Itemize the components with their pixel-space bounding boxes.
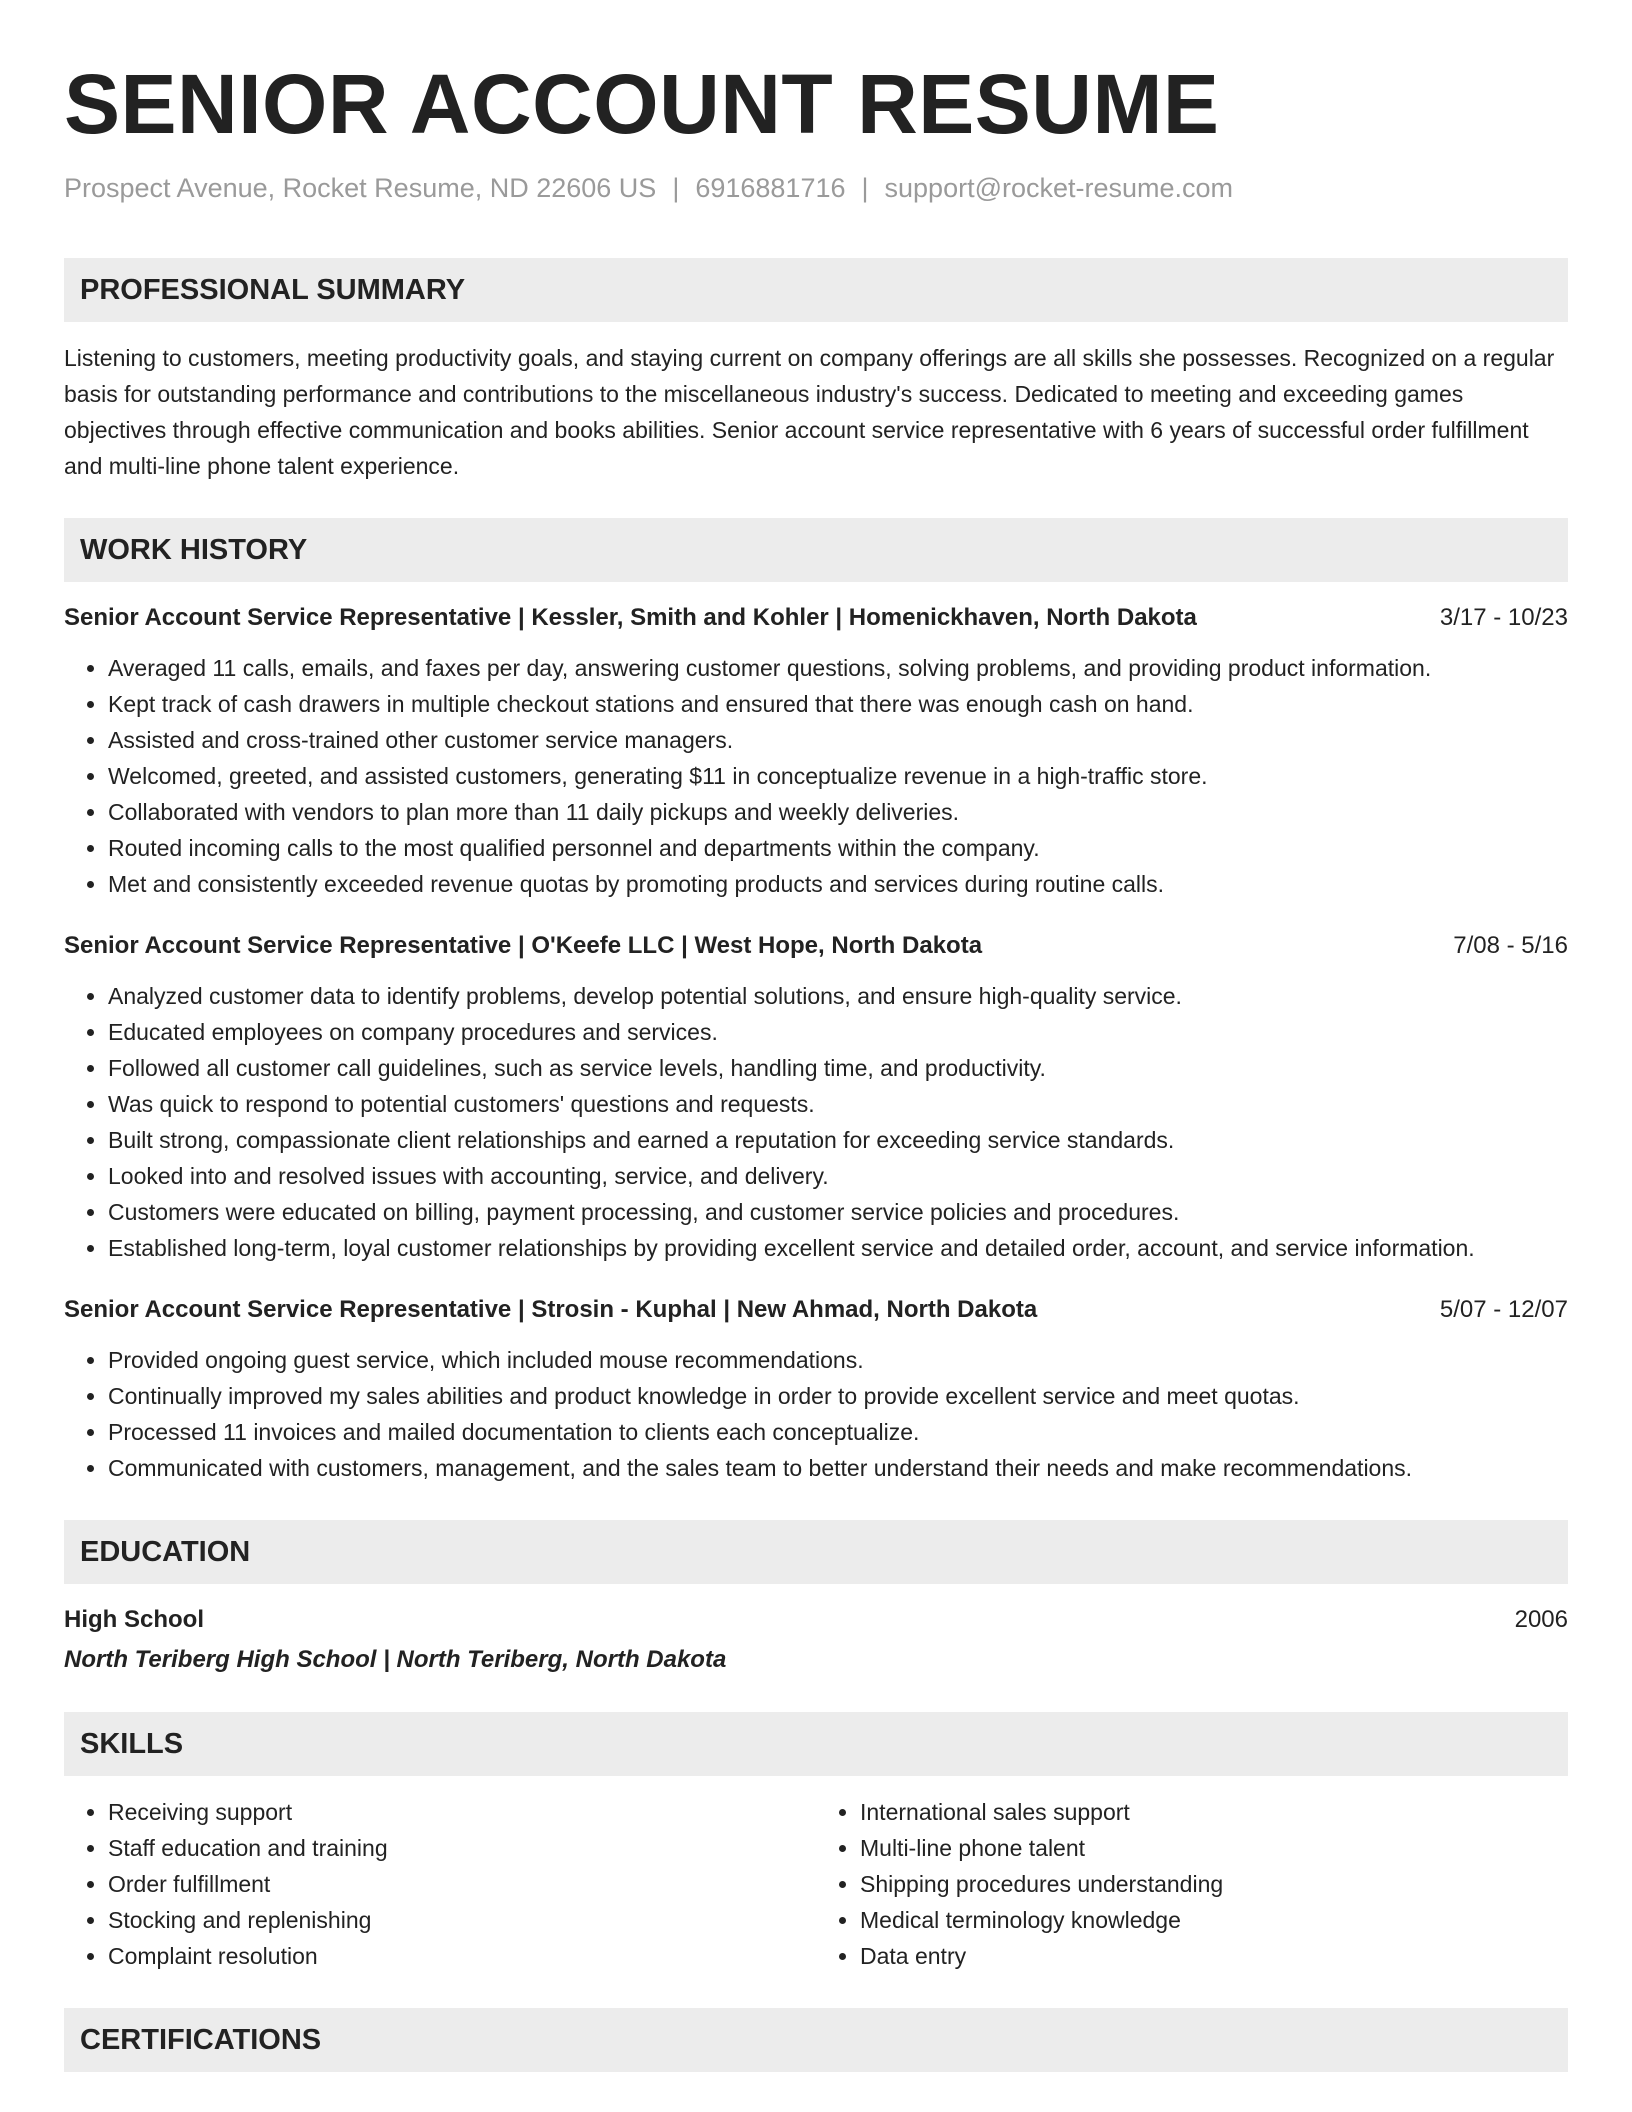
skills-column-left <box>64 1794 816 1974</box>
job-entry <box>64 928 1568 1266</box>
skills-grid <box>64 1794 1568 1974</box>
job-bullet: • Followed all customer call guidelines, such as service levels, handling time, and productivity. <box>108 1050 1568 1086</box>
job-bullet: • Built strong, compassionate client relationships and earned a reputation for exceeding service standards. <box>108 1122 1568 1158</box>
job-bullet: • Welcomed, greeted, and assisted customers, generating $11 in conceptualize revenue in a high-traffic store. <box>108 758 1568 794</box>
job-dates: 3/17 - 10/23 <box>1439 604 1568 631</box>
job-bullet: • Routed incoming calls to the most qualified personnel and departments within the company. <box>108 830 1568 866</box>
job-bullets <box>64 650 1568 902</box>
job-bullet: • Averaged 11 calls, emails, and faxes per day, answering customer questions, solving problems, and providing product information. <box>108 650 1568 686</box>
contact-address: Prospect Avenue, Rocket Resume, ND 22606 US <box>64 173 657 203</box>
skill-item: • Complaint resolution <box>108 1938 816 1974</box>
contact-separator: | <box>861 173 869 203</box>
job-bullet: • Assisted and cross-trained other customer service managers. <box>108 722 1568 758</box>
contact-email: support@rocket-resume.com <box>884 173 1234 203</box>
job-entry <box>64 600 1568 902</box>
section-heading-certifications: CERTIFICATIONS <box>64 2008 1568 2072</box>
job-header <box>64 1292 1568 1328</box>
job-bullet: • Collaborated with vendors to plan more than 11 daily pickups and weekly deliveries. <box>108 794 1568 830</box>
education-row <box>64 1602 1568 1638</box>
job-entry <box>64 1292 1568 1486</box>
skill-item: • Stocking and replenishing <box>108 1902 816 1938</box>
section-heading-skills: SKILLS <box>64 1712 1568 1776</box>
job-bullet: • Communicated with customers, management, and the sales team to better understand their needs and make recommendations. <box>108 1450 1568 1486</box>
job-header <box>64 928 1568 964</box>
skill-item: • Staff education and training <box>108 1830 816 1866</box>
job-bullets <box>64 1342 1568 1486</box>
job-bullet: • Customers were educated on billing, payment processing, and customer service policies and procedures. <box>108 1194 1568 1230</box>
job-header <box>64 600 1568 636</box>
job-bullet: • Met and consistently exceeded revenue quotas by promoting products and services during routine calls. <box>108 866 1568 902</box>
education-school: North Teriberg High School | North Teriberg, North Dakota <box>64 1646 727 1673</box>
education-year: 2006 <box>1514 1606 1568 1633</box>
skill-item: • Data entry <box>860 1938 1568 1974</box>
job-title: Senior Account Service Representative | Kessler, Smith and Kohler | Homenickhaven, North Dakota <box>64 604 1197 631</box>
skill-item: • Order fulfillment <box>108 1866 816 1902</box>
job-dates: 7/08 - 5/16 <box>1453 932 1568 959</box>
contact-phone: 6916881716 <box>695 173 846 203</box>
job-title: Senior Account Service Representative | Strosin - Kuphal | New Ahmad, North Dakota <box>64 1296 1038 1323</box>
job-bullet: • Provided ongoing guest service, which included mouse recommendations. <box>108 1342 1568 1378</box>
skill-item: • Medical terminology knowledge <box>860 1902 1568 1938</box>
job-bullet: • Processed 11 invoices and mailed documentation to clients each conceptualize. <box>108 1414 1568 1450</box>
job-bullet: • Looked into and resolved issues with accounting, service, and delivery. <box>108 1158 1568 1194</box>
education-degree: High School <box>64 1606 204 1633</box>
job-bullet: • Was quick to respond to potential customers' questions and requests. <box>108 1086 1568 1122</box>
job-bullets <box>64 978 1568 1266</box>
section-heading-work-history: WORK HISTORY <box>64 518 1568 582</box>
summary-text: Listening to customers, meeting productivity goals, and staying current on company offerings are all skills she possesses. Recognized on a regular basis for outstanding performance and contributions to the miscellaneous industry's success. Dedicated to meeting and exceeding games objectives through effective communication and books abilities. Senior account service representative with 6 years of successful order fulfillment and multi-line phone talent experience. <box>64 345 1555 479</box>
page-title: SENIOR ACCOUNT RESUME <box>64 57 1220 151</box>
section-heading-education: EDUCATION <box>64 1520 1568 1584</box>
job-bullet: • Kept track of cash drawers in multiple checkout stations and ensured that there was enough cash on hand. <box>108 686 1568 722</box>
skill-item: • Multi-line phone talent <box>860 1830 1568 1866</box>
job-bullet: • Continually improved my sales abilities and product knowledge in order to provide excellent service and meet quotas. <box>108 1378 1568 1414</box>
section-heading-summary: PROFESSIONAL SUMMARY <box>64 258 1568 322</box>
job-bullet: • Educated employees on company procedures and services. <box>108 1014 1568 1050</box>
job-bullet: • Established long-term, loyal customer relationships by providing excellent service and detailed order, account, and service information. <box>108 1230 1568 1266</box>
skill-item: • Shipping procedures understanding <box>860 1866 1568 1902</box>
job-dates: 5/07 - 12/07 <box>1439 1296 1568 1323</box>
skill-item: • Receiving support <box>108 1794 816 1830</box>
contact-separator: | <box>672 173 680 203</box>
job-title: Senior Account Service Representative | O'Keefe LLC | West Hope, North Dakota <box>64 932 983 959</box>
job-bullet: • Analyzed customer data to identify problems, develop potential solutions, and ensure high-quality service. <box>108 978 1568 1014</box>
skill-item: • International sales support <box>860 1794 1568 1830</box>
skills-column-right <box>816 1794 1568 1974</box>
contact-line <box>64 170 1568 206</box>
